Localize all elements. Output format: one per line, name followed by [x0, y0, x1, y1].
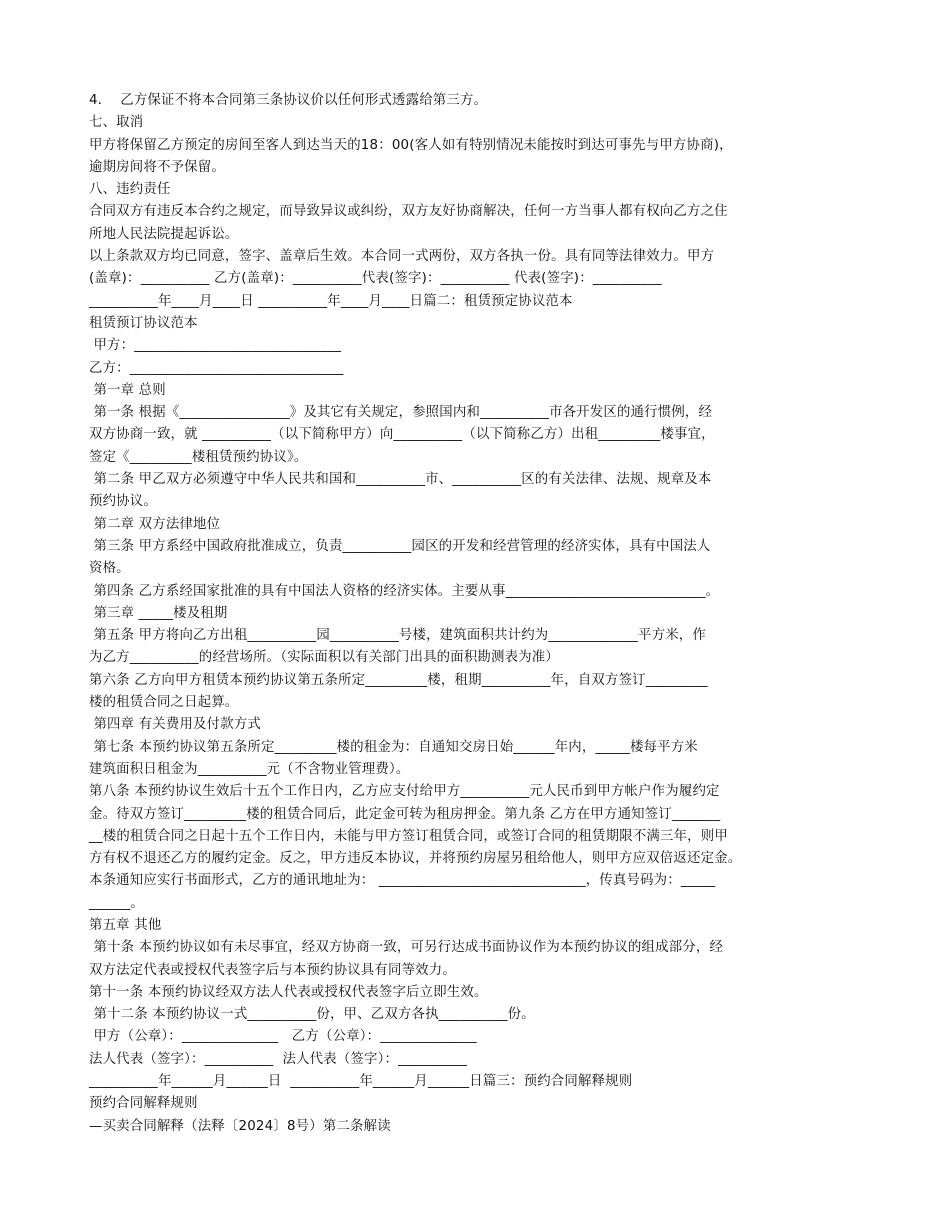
text-line: __________年____月____日 __________年____月____日篇二：租赁预定协议范本: [89, 293, 573, 309]
text-line: 逾期房间将不予保留。: [89, 159, 225, 175]
text-line: 甲方（公章）：______________ 乙方（公章）：______________: [89, 1029, 477, 1045]
text-line: 八、违约责任: [89, 182, 171, 198]
text-line: 预约协议。: [89, 494, 157, 510]
text-line: 签定《_________楼租赁预约协议》。: [89, 449, 308, 465]
text-line: 方有权不退还乙方的履约定金。反之，甲方违反本协议，并将预约房屋另租给他人，则甲方应双倍返还定金。: [89, 851, 742, 867]
text-line: 4． 乙方保证不将本合同第三条协议价以任何形式透露给第三方。: [89, 93, 488, 108]
text-line: 第二章 双方法律地位: [89, 516, 221, 532]
text-line: 法人代表（签字）：__________ 法人代表（签字）：__________: [89, 1051, 468, 1067]
text-line: 以上条款双方均已同意，签字、盖章后生效。本合同一式两份，双方各执一份。具有同等法律效力。甲方: [89, 249, 715, 265]
text-line: 双方协商一致，就 __________（以下简称甲方）向__________（以下简称乙方）出租_________楼事宜，: [89, 427, 715, 443]
text-line: 合同双方有违反本合约之规定，而导致异议或纠纷，双方友好协商解决，任何一方当事人都有权向乙方之住: [89, 204, 728, 220]
text-line: 第三章 _____楼及租期: [89, 605, 228, 621]
text-line: 本条通知应实行书面形式，乙方的通讯地址为： ______________________________，传真号码为：_____: [89, 873, 716, 889]
text-line: 为乙方__________的经营场所。（实际面积以有关部门出具的面积勘测表为准）: [89, 650, 559, 666]
text-line: 双方法定代表或授权代表签字后与本预约协议具有同等效力。: [89, 962, 456, 978]
text-line: 第十条 本预约协议如有未尽事宜，经双方协商一致，可另行达成书面协议作为本预约协议的组成部分，经: [89, 940, 724, 956]
text-line: 资格。: [89, 561, 130, 577]
text-line: 第八条 本预约协议生效后十五个工作日内，乙方应支付给甲方__________元人民币到甲方帐户作为履约定: [89, 784, 720, 800]
text-line: 乙方：_______________________________: [89, 360, 344, 376]
text-line: 第六条 乙方向甲方租赁本预约协议第五条所定_________楼，租期__________年，自双方签订_________: [89, 672, 708, 688]
text-line: 甲方将保留乙方预定的房间至客人到达当天的18：00(客人如有特别情况未能按时到达可事先与甲方协商)，: [89, 137, 733, 153]
text-line: 楼的租赁合同之日起算。: [89, 695, 239, 711]
text-line: __楼的租赁合同之日起十五个工作日内，未能与甲方签订租赁合同，或签订合同的租赁期限不满三年，则甲: [89, 828, 728, 844]
text-line: 第四章 有关费用及付款方式: [89, 717, 261, 733]
text-line: 第一条 根据《________________》及其它有关规定，参照国内和__________市各开发区的通行惯例，经: [89, 405, 713, 421]
text-line: 预约合同解释规则: [89, 1096, 198, 1112]
text-line: (盖章)：__________ 乙方(盖章)：__________代表(签字)：__________ 代表(签字)：__________: [89, 271, 662, 287]
text-line: 第十二条 本预约协议一式__________份，甲、乙双方各执__________份。: [89, 1007, 535, 1023]
text-line: 第五条 甲方将向乙方出租__________园__________号楼，建筑面积共计约为_____________平方米，作: [89, 628, 706, 644]
text-line: 所地人民法院提起诉讼。: [89, 226, 239, 242]
text-line: 第二条 甲乙双方必须遵守中华人民共和国和__________市、__________区的有关法律、法规、规章及本: [89, 472, 712, 488]
text-line: __________年______月______日 __________年______月______日篇三：预约合同解释规则: [89, 1074, 633, 1090]
text-line: 七、取消: [89, 115, 144, 131]
text-line: 建筑面积日租金为__________元（不含物业管理费）。: [89, 761, 410, 777]
text-line: 第五章 其他: [89, 917, 162, 933]
text-line: 金。待双方签订_________楼的租赁合同后，此定金可转为租房押金。第九条 乙方在甲方通知签订_______: [89, 806, 721, 822]
text-line: —买卖合同解释（法释〔2024〕8号）第二条解读: [89, 1118, 391, 1134]
text-line: 第十一条 本预约协议经双方法人代表或授权代表签字后立即生效。: [89, 984, 488, 1000]
text-line: 租赁预订协议范本: [89, 315, 198, 331]
text-line: ______。: [89, 895, 144, 911]
text-line: 第一章 总则: [89, 382, 166, 398]
text-line: 第四条 乙方系经国家批准的具有中国法人资格的经济实体。主要从事_____________________________。: [89, 583, 720, 599]
text-line: 第七条 本预约协议第五条所定_________楼的租金为：自通知交房日始______年内，_____楼每平方米: [89, 739, 698, 755]
document-body: [89, 90, 864, 1138]
text-line: 甲方：______________________________: [89, 338, 342, 354]
text-line: 第三条 甲方系经中国政府批准成立，负责__________园区的开发和经营管理的经济实体，具有中国法人: [89, 538, 711, 554]
